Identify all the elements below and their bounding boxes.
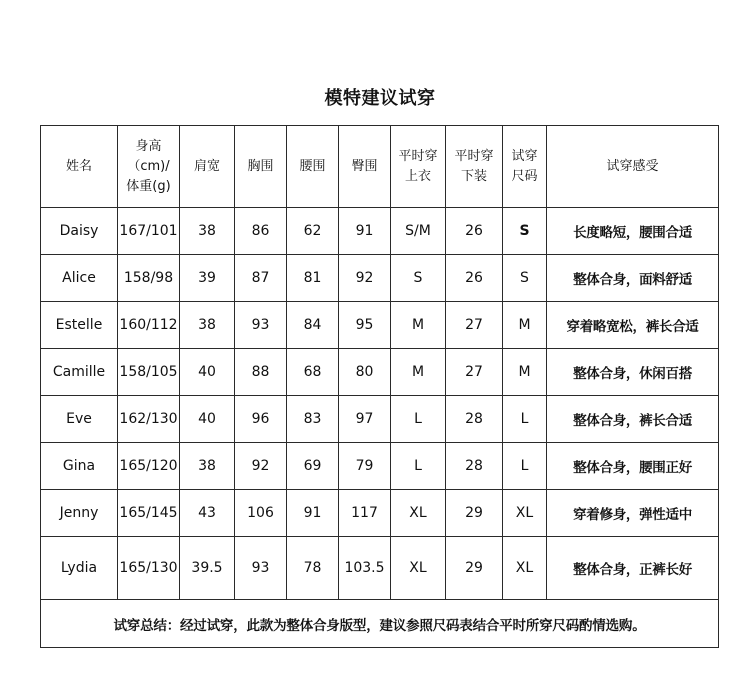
header-height-weight-line-1: 身高 xyxy=(135,138,162,154)
cell-usual-top: M xyxy=(391,302,446,349)
cell-height-weight: 167/101 xyxy=(118,208,180,255)
cell-usual-bottom: 28 xyxy=(446,396,503,443)
cell-usual-bottom: 26 xyxy=(446,255,503,302)
cell-shoulder: 38 xyxy=(180,208,235,255)
cell-chest: 87 xyxy=(235,255,287,302)
page-title: 模特建议试穿 xyxy=(324,88,436,109)
cell-height-weight: 160/112 xyxy=(118,302,180,349)
cell-waist: 84 xyxy=(287,302,339,349)
header-name: 姓名 xyxy=(41,126,118,208)
cell-shoulder: 40 xyxy=(180,349,235,396)
header-hip: 臀围 xyxy=(339,126,391,208)
table-row xyxy=(41,255,719,302)
cell-shoulder: 39.5 xyxy=(180,537,235,600)
cell-usual-bottom: 27 xyxy=(446,349,503,396)
cell-feedback: 长度略短，腰围合适 xyxy=(547,208,719,255)
cell-height-weight: 162/130 xyxy=(118,396,180,443)
cell-chest: 106 xyxy=(235,490,287,537)
cell-feedback: 穿着修身，弹性适中 xyxy=(547,490,719,537)
cell-waist: 91 xyxy=(287,490,339,537)
cell-chest: 93 xyxy=(235,302,287,349)
cell-name: Alice xyxy=(41,255,118,302)
table-row xyxy=(41,302,719,349)
cell-shoulder: 43 xyxy=(180,490,235,537)
cell-usual-top: L xyxy=(391,396,446,443)
table-row xyxy=(41,537,719,600)
summary-row xyxy=(41,600,719,648)
model-fit-table xyxy=(40,125,719,648)
cell-tried-size: L xyxy=(503,396,547,443)
cell-feedback: 整体合身，裤长合适 xyxy=(547,396,719,443)
header-chest: 胸围 xyxy=(235,126,287,208)
cell-chest: 88 xyxy=(235,349,287,396)
cell-usual-bottom: 26 xyxy=(446,208,503,255)
header-usual-bottom-line-2: 下装 xyxy=(460,168,487,184)
cell-height-weight: 158/98 xyxy=(118,255,180,302)
cell-usual-bottom: 29 xyxy=(446,537,503,600)
cell-shoulder: 40 xyxy=(180,396,235,443)
cell-feedback: 整体合身，休闲百搭 xyxy=(547,349,719,396)
cell-hip: 117 xyxy=(339,490,391,537)
cell-name: Eve xyxy=(41,396,118,443)
cell-usual-top: XL xyxy=(391,490,446,537)
cell-name: Jenny xyxy=(41,490,118,537)
cell-shoulder: 38 xyxy=(180,443,235,490)
cell-hip: 95 xyxy=(339,302,391,349)
cell-feedback: 整体合身，腰围正好 xyxy=(547,443,719,490)
cell-usual-top: L xyxy=(391,443,446,490)
cell-usual-bottom: 28 xyxy=(446,443,503,490)
cell-usual-top: XL xyxy=(391,537,446,600)
cell-hip: 80 xyxy=(339,349,391,396)
cell-shoulder: 39 xyxy=(180,255,235,302)
cell-waist: 68 xyxy=(287,349,339,396)
cell-name: Daisy xyxy=(41,208,118,255)
table-row xyxy=(41,349,719,396)
cell-tried-size: XL xyxy=(503,537,547,600)
cell-tried-size: L xyxy=(503,443,547,490)
header-height-weight-line-3: 体重(g) xyxy=(126,178,171,194)
cell-chest: 86 xyxy=(235,208,287,255)
cell-hip: 103.5 xyxy=(339,537,391,600)
header-tried-size-line-2: 尺码 xyxy=(511,168,538,184)
cell-feedback: 穿着略宽松，裤长合适 xyxy=(547,302,719,349)
cell-name: Camille xyxy=(41,349,118,396)
header-usual-bottom xyxy=(446,126,503,208)
cell-name: Gina xyxy=(41,443,118,490)
cell-feedback: 整体合身，面料舒适 xyxy=(547,255,719,302)
header-usual-top-line-1: 平时穿 xyxy=(398,148,438,164)
cell-tried-size: S xyxy=(503,255,547,302)
cell-waist: 83 xyxy=(287,396,339,443)
cell-name: Lydia xyxy=(41,537,118,600)
cell-chest: 96 xyxy=(235,396,287,443)
cell-waist: 81 xyxy=(287,255,339,302)
cell-tried-size: M xyxy=(503,302,547,349)
header-waist: 腰围 xyxy=(287,126,339,208)
table-row xyxy=(41,396,719,443)
cell-tried-size: M xyxy=(503,349,547,396)
table-row xyxy=(41,208,719,255)
cell-usual-top: S xyxy=(391,255,446,302)
cell-height-weight: 165/130 xyxy=(118,537,180,600)
cell-feedback: 整体合身，正裤长好 xyxy=(547,537,719,600)
header-shoulder: 肩宽 xyxy=(180,126,235,208)
cell-usual-top: M xyxy=(391,349,446,396)
cell-chest: 93 xyxy=(235,537,287,600)
cell-tried-size: S xyxy=(503,208,547,255)
cell-usual-bottom: 27 xyxy=(446,302,503,349)
cell-hip: 92 xyxy=(339,255,391,302)
cell-height-weight: 165/120 xyxy=(118,443,180,490)
cell-shoulder: 38 xyxy=(180,302,235,349)
cell-tried-size: XL xyxy=(503,490,547,537)
header-tried-size xyxy=(503,126,547,208)
cell-waist: 78 xyxy=(287,537,339,600)
cell-usual-bottom: 29 xyxy=(446,490,503,537)
header-usual-top-line-2: 上衣 xyxy=(404,168,431,184)
cell-waist: 69 xyxy=(287,443,339,490)
cell-name: Estelle xyxy=(41,302,118,349)
header-feedback: 试穿感受 xyxy=(547,126,719,208)
header-usual-top xyxy=(391,126,446,208)
header-row xyxy=(41,126,719,208)
cell-chest: 92 xyxy=(235,443,287,490)
summary-text: 试穿总结：经过试穿，此款为整体合身版型，建议参照尺码表结合平时所穿尺码酌情选购。 xyxy=(41,600,719,648)
header-usual-bottom-line-1: 平时穿 xyxy=(454,148,494,164)
cell-hip: 97 xyxy=(339,396,391,443)
cell-waist: 62 xyxy=(287,208,339,255)
cell-height-weight: 165/145 xyxy=(118,490,180,537)
header-height-weight xyxy=(118,126,180,208)
cell-hip: 91 xyxy=(339,208,391,255)
header-height-weight-line-2: （cm)/ xyxy=(127,158,170,174)
table-row xyxy=(41,490,719,537)
table-row xyxy=(41,443,719,490)
header-tried-size-line-1: 试穿 xyxy=(511,148,538,164)
cell-usual-top: S/M xyxy=(391,208,446,255)
cell-hip: 79 xyxy=(339,443,391,490)
cell-height-weight: 158/105 xyxy=(118,349,180,396)
